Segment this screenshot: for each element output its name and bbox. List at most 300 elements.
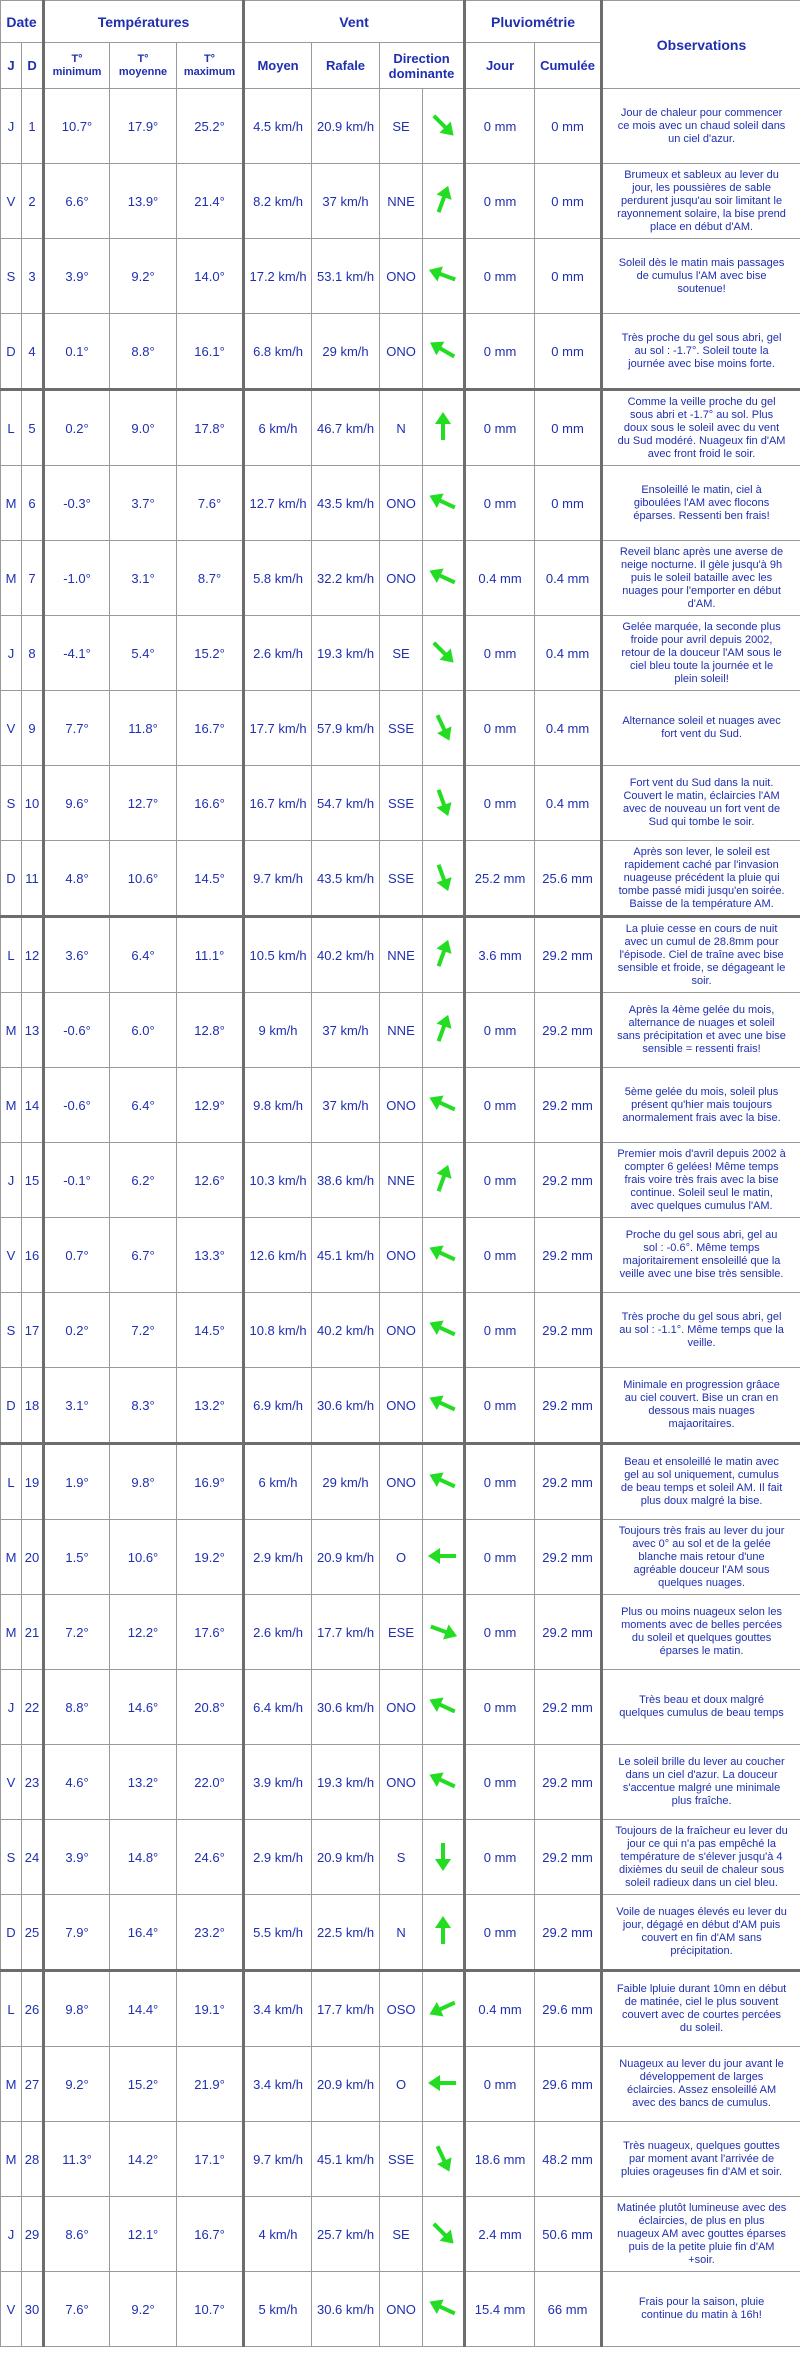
observation-cell (602, 1895, 800, 1971)
wind-arrow-icon (423, 857, 463, 897)
rain-cumul-cell: 0.4 mm (535, 541, 602, 616)
wind-arrow-icon (423, 1461, 463, 1501)
wind-arrow-cell (423, 691, 465, 766)
observation-line: Ensoleillé le matin, ciel à (641, 483, 762, 496)
tmoy-cell: 5.4° (110, 616, 177, 691)
wind-arrow-icon (423, 2288, 463, 2328)
wind-arrow-icon (423, 707, 463, 747)
tmoy-cell: 7.2° (110, 1293, 177, 1368)
day-number-cell: 26 (22, 1971, 44, 2047)
rain-day-cell: 0 mm (465, 466, 535, 541)
weekday-cell: M (1, 541, 22, 616)
tmax-cell: 16.1° (177, 314, 244, 390)
table-row (1, 1143, 800, 1218)
observation-cell (602, 2047, 800, 2122)
observation-cell (602, 691, 800, 766)
day-number-cell: 2 (22, 164, 44, 239)
rain-cumul-cell: 0 mm (535, 466, 602, 541)
observation-line: au sol : -1.1°. Même temps que la (619, 1323, 784, 1336)
weekday-cell: M (1, 1595, 22, 1670)
rain-cumul-cell: 29.2 mm (535, 1820, 602, 1895)
tmax-cell: 19.1° (177, 1971, 244, 2047)
tmoy-cell: 8.8° (110, 314, 177, 390)
wind-arrow-cell (423, 390, 465, 466)
observation-line: moments avec de belles percées (621, 1619, 782, 1631)
weekday-cell: L (1, 917, 22, 993)
table-row (1, 2047, 800, 2122)
rain-day-cell: 0 mm (465, 1820, 535, 1895)
wind-arrow-icon (423, 1836, 463, 1876)
observation-cell (602, 2122, 800, 2197)
observation-line: sensible = ressenti frais! (642, 1043, 761, 1055)
tmax-cell: 14.5° (177, 841, 244, 917)
weekday-cell: D (1, 314, 22, 390)
tmax-cell: 16.9° (177, 1444, 244, 1520)
rain-day-cell: 3.6 mm (465, 917, 535, 993)
tmin-cell: 9.2° (44, 2047, 110, 2122)
tmin-cell: -1.0° (44, 541, 110, 616)
day-number-cell: 16 (22, 1218, 44, 1293)
observation-line: majaoritaires. (668, 1418, 735, 1430)
wind-mean-cell: 17.7 km/h (244, 691, 312, 766)
observation-line: éclaircies, de plus en plus (638, 2214, 765, 2227)
wind-mean-cell: 12.7 km/h (244, 466, 312, 541)
rain-day-cell: 18.6 mm (465, 2122, 535, 2197)
observation-line: blanche mais retour d'une (638, 1550, 765, 1563)
observation-line: alternance de nuages et soleil (628, 1017, 775, 1029)
observation-cell (602, 993, 800, 1068)
wind-direction-cell: ONO (380, 2272, 423, 2347)
wind-arrow-icon (423, 557, 463, 597)
observation-line: température de s'élever jusqu'à 4 (620, 1850, 783, 1863)
observation-line: Premier mois d'avril depuis 2002 à (617, 1147, 786, 1160)
observation-line: neige nocturne. Il gèle jusqu'à 9h (620, 558, 783, 571)
wind-arrow-icon (423, 1536, 463, 1576)
wind-mean-cell: 3.9 km/h (244, 1745, 312, 1820)
wind-direction-cell: SE (380, 89, 423, 164)
wind-arrow-cell (423, 1520, 465, 1595)
weekday-cell: M (1, 993, 22, 1068)
observation-line: Minimale en progression grâace (623, 1379, 780, 1391)
table-row (1, 841, 800, 917)
observation-line: +soir. (688, 2253, 715, 2266)
observation-line: puis le soleil bataille avec les (630, 571, 773, 584)
observation-line: sensible et froide, se dégageant le (617, 961, 786, 974)
table-row (1, 616, 800, 691)
rain-day-cell: 0.4 mm (465, 541, 535, 616)
observation-line: quelques cumulus de beau temps (619, 1707, 784, 1719)
rain-cumul-cell: 0 mm (535, 89, 602, 164)
wind-mean-cell: 6 km/h (244, 390, 312, 466)
wind-arrow-cell (423, 616, 465, 691)
wind-mean-cell: 9.7 km/h (244, 2122, 312, 2197)
observation-line: tombe passé midi jusqu'en soirée. (618, 884, 785, 897)
rain-day-cell: 0 mm (465, 1895, 535, 1971)
tmoy-cell: 15.2° (110, 2047, 177, 2122)
observation-cell (602, 541, 800, 616)
tmax-cell: 21.4° (177, 164, 244, 239)
wind-arrow-icon (423, 2213, 463, 2253)
wind-gust-cell: 37 km/h (312, 993, 380, 1068)
day-number-cell: 25 (22, 1895, 44, 1971)
wind-mean-cell: 3.4 km/h (244, 2047, 312, 2122)
observation-line: agréable douceur l'AM sous (633, 1563, 770, 1576)
wind-arrow-cell (423, 1670, 465, 1745)
day-number-cell: 4 (22, 314, 44, 390)
wind-direction-cell: ONO (380, 1444, 423, 1520)
table-row (1, 691, 800, 766)
wind-mean-cell: 2.9 km/h (244, 1820, 312, 1895)
tmoy-cell: 9.0° (110, 390, 177, 466)
tmoy-cell: 14.8° (110, 1820, 177, 1895)
observation-cell (602, 1745, 800, 1820)
rain-day-cell: 0 mm (465, 239, 535, 314)
rain-day-cell: 25.2 mm (465, 841, 535, 917)
table-row (1, 1068, 800, 1143)
observation-line: fort vent du Sud. (661, 728, 742, 740)
table-body (1, 89, 800, 2347)
table-row (1, 766, 800, 841)
day-number-cell: 6 (22, 466, 44, 541)
observation-cell (602, 1595, 800, 1670)
observation-line: par moment avant l'arrivée de (628, 2152, 775, 2165)
day-number-cell: 19 (22, 1444, 44, 1520)
wind-arrow-icon (423, 1384, 463, 1424)
tmoy-cell: 6.0° (110, 993, 177, 1068)
rain-day-cell: 2.4 mm (465, 2197, 535, 2272)
tmin-cell: 3.9° (44, 1820, 110, 1895)
day-number-cell: 13 (22, 993, 44, 1068)
rain-cumul-cell: 29.6 mm (535, 1971, 602, 2047)
observation-line: Comme la veille proche du gel (627, 395, 776, 408)
observation-line: s'accentue malgré une minimale (622, 1782, 781, 1794)
wind-mean-cell: 12.6 km/h (244, 1218, 312, 1293)
wind-direction-cell: ONO (380, 1745, 423, 1820)
wind-gust-cell: 43.5 km/h (312, 841, 380, 917)
tmin-cell: 4.6° (44, 1745, 110, 1820)
wind-mean-cell: 2.6 km/h (244, 1595, 312, 1670)
observation-line: La pluie cesse en cours de nuit (625, 922, 778, 935)
header-d: D (22, 43, 44, 89)
observation-cell (602, 314, 800, 390)
wind-arrow-cell (423, 1143, 465, 1218)
tmin-cell: 0.1° (44, 314, 110, 390)
wind-direction-cell: S (380, 1820, 423, 1895)
observation-line: Alternance soleil et nuages avec (622, 715, 781, 727)
rain-cumul-cell: 29.2 mm (535, 1670, 602, 1745)
tmoy-cell: 13.2° (110, 1745, 177, 1820)
table-row (1, 1368, 800, 1444)
observation-cell (602, 239, 800, 314)
rain-day-cell: 0 mm (465, 314, 535, 390)
wind-mean-cell: 4.5 km/h (244, 89, 312, 164)
observation-line: dans un ciel d'azur. La douceur (625, 1769, 778, 1781)
day-number-cell: 8 (22, 616, 44, 691)
weekday-cell: S (1, 239, 22, 314)
observation-line: Gelée marquée, la seconde plus (622, 620, 781, 633)
wind-arrow-cell (423, 1293, 465, 1368)
observation-line: anormalement frais avec la bise. (622, 1111, 781, 1124)
weekday-cell: V (1, 691, 22, 766)
observation-line: dessous mais nuages (648, 1405, 755, 1417)
wind-direction-cell: NNE (380, 1143, 423, 1218)
observation-line: Après son lever, le soleil est (633, 845, 770, 858)
observation-line: Faible lpluie durant 10mn en début (616, 1983, 787, 1995)
observation-line: de beau temps et soleil AM. Il fait (620, 1482, 783, 1494)
wind-mean-cell: 10.3 km/h (244, 1143, 312, 1218)
tmax-cell: 19.2° (177, 1520, 244, 1595)
observation-line: d'AM. (687, 597, 716, 610)
weekday-cell: M (1, 1520, 22, 1595)
rain-day-cell: 0 mm (465, 1670, 535, 1745)
observation-cell (602, 1670, 800, 1745)
observation-line: Brumeux et sableux au lever du (624, 168, 779, 181)
tmax-cell: 13.2° (177, 1368, 244, 1444)
observation-cell (602, 1520, 800, 1595)
tmin-cell: 3.1° (44, 1368, 110, 1444)
tmoy-cell: 3.1° (110, 541, 177, 616)
tmin-cell: 10.7° (44, 89, 110, 164)
rain-day-cell: 0 mm (465, 2047, 535, 2122)
wind-gust-cell: 57.9 km/h (312, 691, 380, 766)
wind-direction-cell: ONO (380, 1218, 423, 1293)
observation-line: rayonnement solaire, la bise prend (617, 207, 786, 220)
weekday-cell: M (1, 466, 22, 541)
weekday-cell: S (1, 766, 22, 841)
wind-arrow-cell (423, 314, 465, 390)
wind-mean-cell: 2.6 km/h (244, 616, 312, 691)
day-number-cell: 9 (22, 691, 44, 766)
rain-cumul-cell: 0.4 mm (535, 616, 602, 691)
tmoy-cell: 10.6° (110, 1520, 177, 1595)
tmin-cell: -4.1° (44, 616, 110, 691)
observation-cell (602, 89, 800, 164)
tmax-cell: 11.1° (177, 917, 244, 993)
weekday-cell: J (1, 1143, 22, 1218)
wind-direction-cell: NNE (380, 164, 423, 239)
day-number-cell: 11 (22, 841, 44, 917)
rain-day-cell: 0 mm (465, 1143, 535, 1218)
tmax-cell: 12.9° (177, 1068, 244, 1143)
observation-line: frais voire très frais avec la bise (624, 1173, 779, 1186)
rain-cumul-cell: 66 mm (535, 2272, 602, 2347)
observation-line: veille avec une bise très sensible. (619, 1268, 784, 1280)
wind-direction-cell: ONO (380, 239, 423, 314)
observation-line: Frais pour la saison, pluie (638, 2296, 765, 2308)
wind-arrow-icon (423, 1988, 463, 2028)
day-number-cell: 18 (22, 1368, 44, 1444)
weekday-cell: J (1, 616, 22, 691)
day-number-cell: 24 (22, 1820, 44, 1895)
wind-direction-cell: SSE (380, 766, 423, 841)
rain-day-cell: 0 mm (465, 1444, 535, 1520)
day-number-cell: 10 (22, 766, 44, 841)
observation-line: éclaircies. Assez ensoleillé AM (626, 2084, 777, 2096)
wind-arrow-icon (423, 1761, 463, 1801)
rain-day-cell: 0 mm (465, 1218, 535, 1293)
wind-gust-cell: 20.9 km/h (312, 89, 380, 164)
observation-line: Très nuageux, quelques gouttes (623, 2139, 780, 2152)
wind-mean-cell: 2.9 km/h (244, 1520, 312, 1595)
rain-cumul-cell: 29.2 mm (535, 1218, 602, 1293)
wind-direction-cell: NNE (380, 993, 423, 1068)
tmoy-cell: 6.4° (110, 917, 177, 993)
observation-line: 5ème gelée du mois, soleil plus (624, 1085, 779, 1098)
table-row (1, 1520, 800, 1595)
wind-arrow-cell (423, 2122, 465, 2197)
wind-gust-cell: 45.1 km/h (312, 1218, 380, 1293)
wind-arrow-icon (423, 105, 463, 145)
observation-line: compter 6 gelées! Même temps (624, 1160, 779, 1173)
table-row (1, 2122, 800, 2197)
wind-direction-cell: ESE (380, 1595, 423, 1670)
wind-gust-cell: 25.7 km/h (312, 2197, 380, 2272)
rain-cumul-cell: 29.2 mm (535, 917, 602, 993)
wind-direction-cell: N (380, 1895, 423, 1971)
rain-day-cell: 15.4 mm (465, 2272, 535, 2347)
wind-mean-cell: 5 km/h (244, 2272, 312, 2347)
day-number-cell: 17 (22, 1293, 44, 1368)
wind-mean-cell: 9 km/h (244, 993, 312, 1068)
tmoy-cell: 14.2° (110, 2122, 177, 2197)
wind-arrow-cell (423, 993, 465, 1068)
table-row (1, 2272, 800, 2347)
observation-line: Reveil blanc après une averse de (619, 545, 784, 558)
weekday-cell: J (1, 2197, 22, 2272)
wind-arrow-cell (423, 1368, 465, 1444)
observation-line: Fort vent du Sud dans la nuit. (629, 777, 774, 789)
observation-line: éparses le matin. (659, 1645, 744, 1657)
observation-line: sous abri et -1.7° au sol. Plus (629, 408, 774, 421)
rain-day-cell: 0 mm (465, 766, 535, 841)
wind-direction-cell: ONO (380, 1068, 423, 1143)
wind-arrow-icon (423, 1084, 463, 1124)
tmin-cell: 1.5° (44, 1520, 110, 1595)
weekday-cell: V (1, 164, 22, 239)
observation-line: dixièmes du seuil de chaleur sous (619, 1863, 785, 1876)
header-pluviometrie: Pluviométrie (465, 1, 602, 43)
observation-line: avec de nouveau un fort vent de (622, 803, 781, 815)
wind-arrow-cell (423, 239, 465, 314)
wind-arrow-icon (423, 407, 463, 447)
tmin-cell: 4.8° (44, 841, 110, 917)
wind-direction-cell: O (380, 2047, 423, 2122)
tmax-cell: 15.2° (177, 616, 244, 691)
tmin-cell: -0.6° (44, 1068, 110, 1143)
observation-line: puis de la petite pluie fin d'AM (628, 2240, 775, 2253)
wind-direction-cell: SSE (380, 2122, 423, 2197)
header-rafale: Rafale (312, 43, 380, 89)
tmoy-cell: 3.7° (110, 466, 177, 541)
tmax-cell: 22.0° (177, 1745, 244, 1820)
wind-arrow-icon (423, 255, 463, 295)
observation-line: jour ce qui n'a pas empêché la (627, 1837, 776, 1850)
tmax-cell: 17.1° (177, 2122, 244, 2197)
tmin-cell: 3.9° (44, 239, 110, 314)
wind-mean-cell: 9.7 km/h (244, 841, 312, 917)
wind-mean-cell: 10.8 km/h (244, 1293, 312, 1368)
observation-line: Après la 4ème gelée du mois, (628, 1004, 775, 1016)
wind-gust-cell: 19.3 km/h (312, 1745, 380, 1820)
wind-mean-cell: 10.5 km/h (244, 917, 312, 993)
observation-line: avec un cumul de 28.8mm pour (624, 935, 779, 948)
observation-cell (602, 164, 800, 239)
wind-direction-cell: SE (380, 2197, 423, 2272)
weekday-cell: D (1, 1368, 22, 1444)
rain-cumul-cell: 29.2 mm (535, 1595, 602, 1670)
observation-cell (602, 2272, 800, 2347)
wind-arrow-cell (423, 541, 465, 616)
rain-day-cell: 0 mm (465, 616, 535, 691)
rain-cumul-cell: 0.4 mm (535, 691, 602, 766)
day-number-cell: 27 (22, 2047, 44, 2122)
observation-cell (602, 1971, 800, 2047)
observation-line: nuages pour l'emporter en début (622, 584, 781, 597)
weekday-cell: L (1, 1444, 22, 1520)
observation-line: Toujours très frais au lever du jour (618, 1524, 785, 1537)
wind-gust-cell: 32.2 km/h (312, 541, 380, 616)
tmoy-cell: 17.9° (110, 89, 177, 164)
observation-line: Proche du gel sous abri, gel au (625, 1229, 778, 1241)
wind-gust-cell: 30.6 km/h (312, 1368, 380, 1444)
rain-day-cell: 0 mm (465, 89, 535, 164)
weekday-cell: J (1, 1670, 22, 1745)
table-row (1, 1595, 800, 1670)
observation-line: soleil radieux dans un ciel bleu. (625, 1876, 778, 1889)
tmin-cell: 9.6° (44, 766, 110, 841)
day-number-cell: 1 (22, 89, 44, 164)
tmin-cell: 1.9° (44, 1444, 110, 1520)
tmax-cell: 14.5° (177, 1293, 244, 1368)
table-row (1, 1745, 800, 1820)
table-row (1, 1895, 800, 1971)
wind-arrow-icon (423, 2138, 463, 2178)
observation-line: quelques nuages. (658, 1576, 745, 1589)
tmax-cell: 17.6° (177, 1595, 244, 1670)
wind-arrow-icon (423, 2063, 463, 2103)
rain-day-cell: 0 mm (465, 1595, 535, 1670)
observation-line: sans précipitation et avec une bise (617, 1030, 786, 1042)
observation-cell (602, 466, 800, 541)
wind-gust-cell: 29 km/h (312, 314, 380, 390)
rain-cumul-cell: 0 mm (535, 390, 602, 466)
wind-mean-cell: 17.2 km/h (244, 239, 312, 314)
wind-mean-cell: 6.8 km/h (244, 314, 312, 390)
wind-direction-cell: ONO (380, 1670, 423, 1745)
observation-line: de matinée, ciel le plus souvent (624, 1996, 779, 2008)
rain-cumul-cell: 29.2 mm (535, 1368, 602, 1444)
wind-mean-cell: 6.9 km/h (244, 1368, 312, 1444)
rain-cumul-cell: 29.2 mm (535, 1895, 602, 1971)
observation-line: soutenue! (677, 282, 726, 295)
observation-line: journée avec bise moins forte. (628, 357, 775, 370)
observation-cell (602, 390, 800, 466)
wind-arrow-cell (423, 2272, 465, 2347)
observation-cell (602, 1218, 800, 1293)
tmin-cell: 0.2° (44, 390, 110, 466)
wind-direction-cell: SSE (380, 841, 423, 917)
observation-line: jour, les poussières de sable (632, 181, 771, 194)
tmoy-cell: 16.4° (110, 1895, 177, 1971)
wind-direction-cell: OSO (380, 1971, 423, 2047)
tmin-cell: 0.7° (44, 1218, 110, 1293)
observation-line: Jour de chaleur pour commencer (620, 106, 783, 119)
observation-cell (602, 2197, 800, 2272)
wind-mean-cell: 5.8 km/h (244, 541, 312, 616)
rain-cumul-cell: 25.6 mm (535, 841, 602, 917)
tmoy-cell: 13.9° (110, 164, 177, 239)
header-vent: Vent (244, 1, 465, 43)
